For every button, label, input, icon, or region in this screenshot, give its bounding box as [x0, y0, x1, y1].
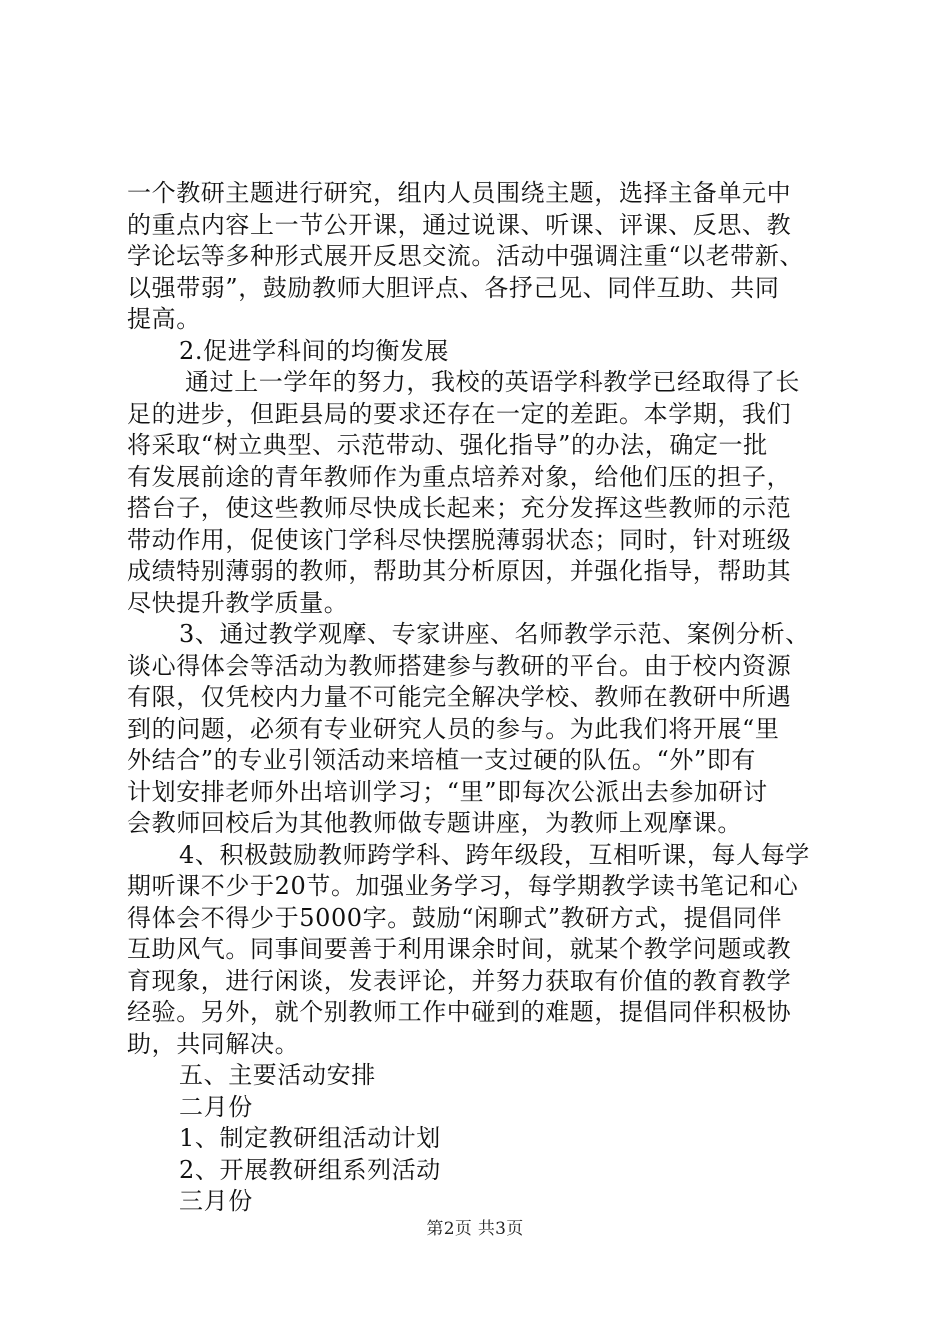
section-heading: 五、主要活动安排 [179, 1061, 376, 1089]
text-line: 助，共同解决。 [127, 1029, 300, 1058]
text-line: 足的进步，但距县局的要求还存在一定的差距。本学期，我们 [127, 399, 792, 428]
list-item: 1、制定教研组活动计划 [179, 1124, 441, 1152]
text-line: 得体会不得少于5000字。鼓励“闲聊式”教研方式，提倡同伴 [127, 903, 783, 932]
text-line: 学论坛等多种形式展开反思交流。活动中强调注重“以老带新、 [127, 242, 805, 270]
text-line: 会教师回校后为其他教师做专题讲座，为教师上观摩课。 [127, 809, 742, 837]
document-body [127, 178, 857, 1218]
text-line: 谈心得体会等活动为教师搭建参与教研的平台。由于校内资源 [127, 651, 792, 680]
text-line: 计划安排老师外出培训学习；“里”即每次公派出去参加研讨 [127, 777, 768, 806]
text-line: 提高。 [127, 305, 201, 333]
text-line: 3、通过教学观摩、专家讲座、名师教学示范、案例分析、 [179, 620, 810, 648]
text-line: 到的问题，必须有专业研究人员的参与。为此我们将开展“里 [127, 714, 780, 743]
text-line: 成绩特别薄弱的教师，帮助其分析原因，并强化指导，帮助其 [127, 557, 792, 585]
text-line: 有发展前途的青年教师作为重点培养对象，给他们压的担子， [127, 462, 792, 491]
text-line: 一个教研主题进行研究，组内人员围绕主题，选择主备单元中 [127, 179, 792, 207]
text-line: 搭台子，使这些教师尽快成长起来；充分发挥这些教师的示范 [127, 494, 792, 522]
text-line: 经验。另外，就个别教师工作中碰到的难题，提倡同伴积极协 [127, 998, 792, 1026]
text-line: 4、积极鼓励教师跨学科、跨年级段，互相听课，每人每学 [179, 840, 810, 869]
text-line: 有限，仅凭校内力量不可能完全解决学校、教师在教研中所遇 [127, 683, 792, 711]
month-heading: 二月份 [179, 1092, 253, 1121]
text-line: 带动作用，促使该门学科尽快摆脱薄弱状态；同时，针对班级 [127, 525, 792, 554]
text-line: 育现象，进行闲谈，发表评论，并努力获取有价值的教育教学 [127, 966, 792, 995]
text-line: 将采取“树立典型、示范带动、强化指导”的办法，确定一批 [127, 431, 768, 459]
text-line: 以强带弱”，鼓励教师大胆评点、各抒己见、同伴互助、共同 [127, 273, 780, 302]
section-heading: 2.促进学科间的均衡发展 [179, 336, 450, 365]
list-item: 2、开展教研组系列活动 [179, 1155, 441, 1184]
text-line: 外结合”的专业引领活动来培植一支过硬的队伍。“外”即有 [127, 746, 757, 774]
text-line: 期听课不少于20节。加强业务学习，每学期教学读书笔记和心 [127, 872, 799, 900]
text-line: 互助风气。同事间要善于利用课余时间，就某个教学问题或教 [127, 935, 792, 963]
page-footer: 第2页 共3页 [426, 1219, 524, 1239]
month-heading: 三月份 [179, 1187, 253, 1215]
text-line: 的重点内容上一节公开课，通过说课、听课、评课、反思、教 [127, 210, 792, 239]
text-line: 尽快提升教学质量。 [127, 588, 349, 617]
text-line: 通过上一学年的努力，我校的英语学科教学已经取得了长 [185, 368, 800, 396]
